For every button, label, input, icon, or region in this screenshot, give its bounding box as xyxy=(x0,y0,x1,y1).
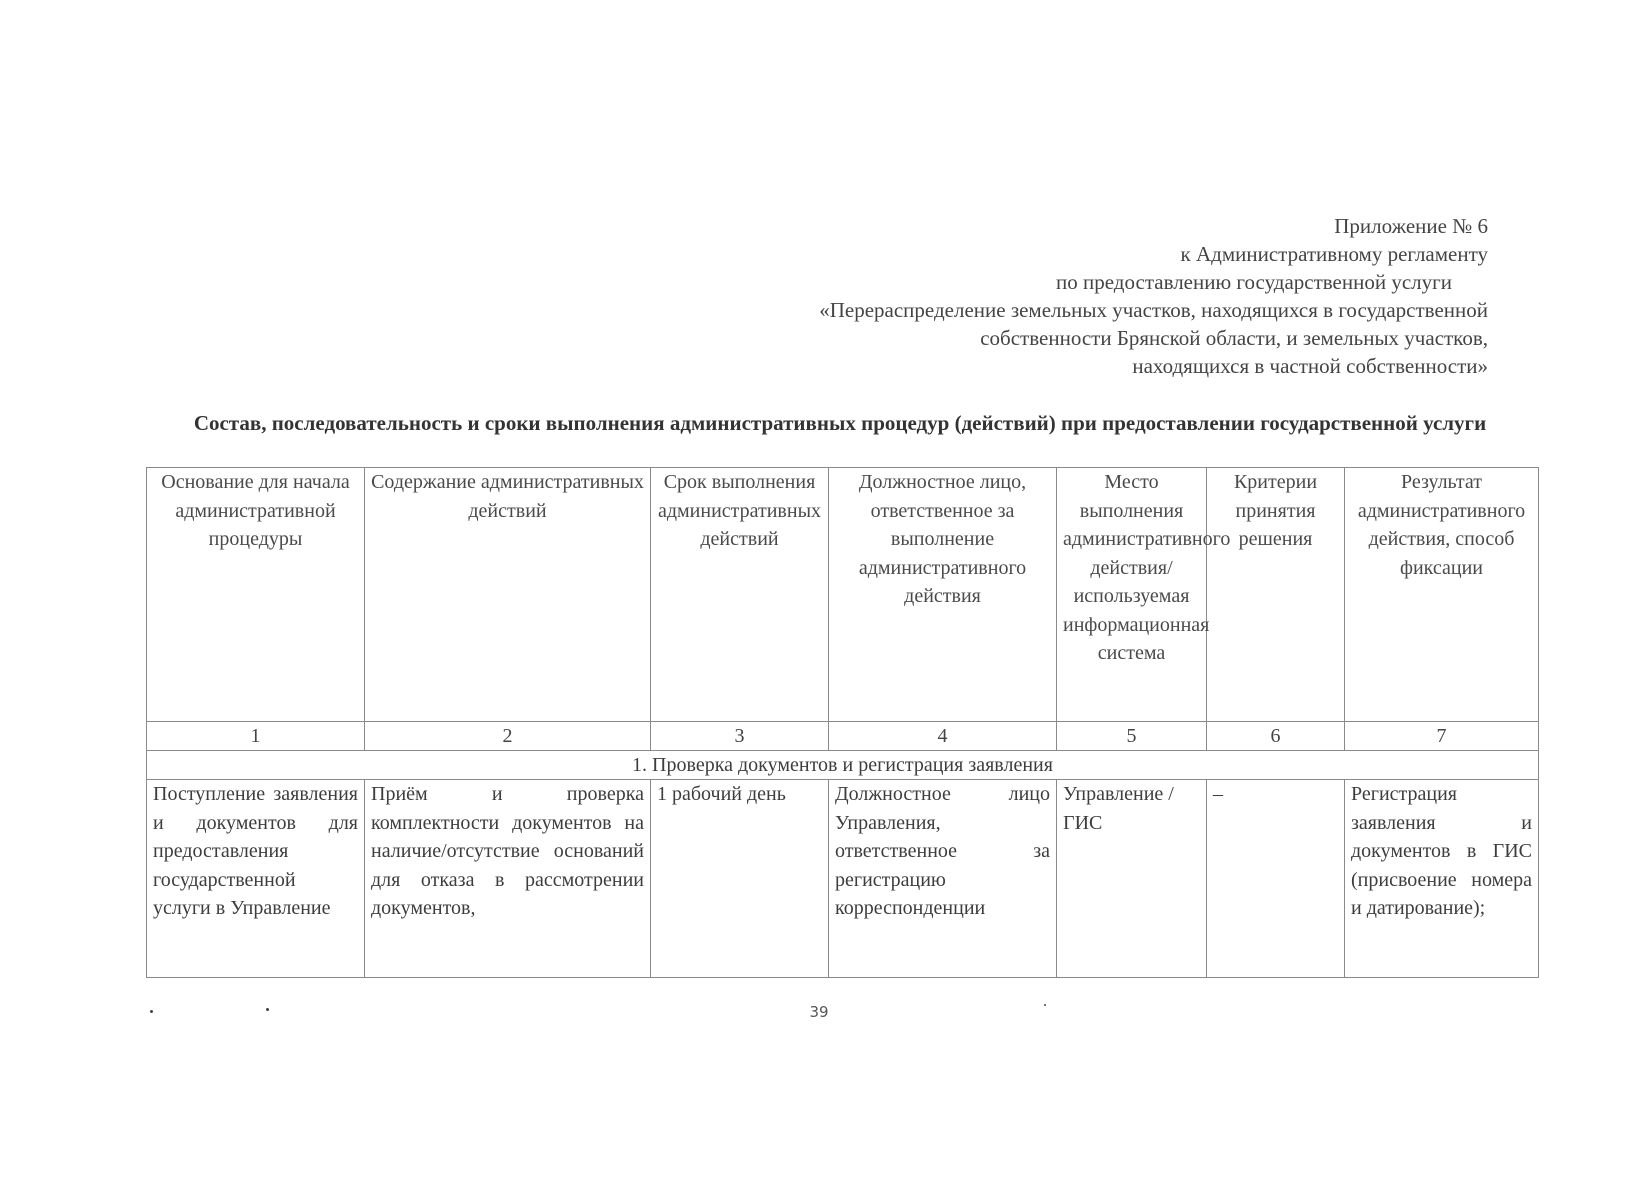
header-cell: Должностное лицо, ответственное за выполнение административного действия xyxy=(829,468,1057,722)
document-title: Состав, последовательность и сроки выполнения административных процедур (действий) при предоставлении государственной услуги xyxy=(193,411,1487,435)
column-number: 7 xyxy=(1345,722,1539,751)
column-number: 1 xyxy=(147,722,365,751)
column-number: 2 xyxy=(365,722,651,751)
place-cell: Управление / ГИС xyxy=(1057,780,1207,978)
page-number: 39 xyxy=(809,1003,829,1021)
section-row xyxy=(147,751,1539,780)
basis-cell: Поступление заявления и документов для предоставления государственной услуги в Управление xyxy=(147,780,365,978)
header-cell: Место выполнения административного действия/используемая информационная система xyxy=(1057,468,1207,722)
criteria-cell: – xyxy=(1207,780,1345,978)
content-cell: Приём и проверка комплектности документов на наличие/отсутствие оснований для отказа в рассмотрении документов, xyxy=(365,780,651,978)
official-cell: Должностное лицо Управления, ответственное за регистрацию корреспонденции xyxy=(829,780,1057,978)
header-cell: Результат административного действия, способ фиксации xyxy=(1345,468,1539,722)
column-number: 4 xyxy=(829,722,1057,751)
appendix-reference: к Административному регламенту xyxy=(1180,242,1488,266)
column-number: 6 xyxy=(1207,722,1345,751)
header-cell: Основание для начала административной процедуры xyxy=(147,468,365,722)
scan-speck xyxy=(266,1008,269,1011)
appendix-service-name-1: «Перераспределение земельных участков, находящихся в государственной xyxy=(819,298,1488,322)
appendix-header xyxy=(819,212,1488,380)
term-cell: 1 рабочий день xyxy=(651,780,829,978)
scan-speck xyxy=(150,1010,153,1013)
scan-speck xyxy=(1044,1004,1046,1006)
header-cell: Срок выполнения административных действий xyxy=(651,468,829,722)
table-row xyxy=(147,780,1539,978)
appendix-number: Приложение № 6 xyxy=(1334,214,1488,238)
section-title: 1. Проверка документов и регистрация заявления xyxy=(147,751,1539,780)
column-number-row xyxy=(147,722,1539,751)
procedures-table xyxy=(146,467,1539,978)
result-cell: Регистрация заявления и документов в ГИС (присвоение номера и датирование); xyxy=(1345,780,1539,978)
column-number: 3 xyxy=(651,722,829,751)
appendix-service-name-3: находящихся в частной собственности» xyxy=(1132,354,1488,378)
header-cell: Критерии принятия решения xyxy=(1207,468,1345,722)
table-header-row xyxy=(147,468,1539,722)
appendix-service-line: по предоставлению государственной услуги xyxy=(1056,270,1452,294)
appendix-service-name-2: собственности Брянской области, и земельных участков, xyxy=(980,326,1488,350)
header-cell: Содержание административных действий xyxy=(365,468,651,722)
column-number: 5 xyxy=(1057,722,1207,751)
